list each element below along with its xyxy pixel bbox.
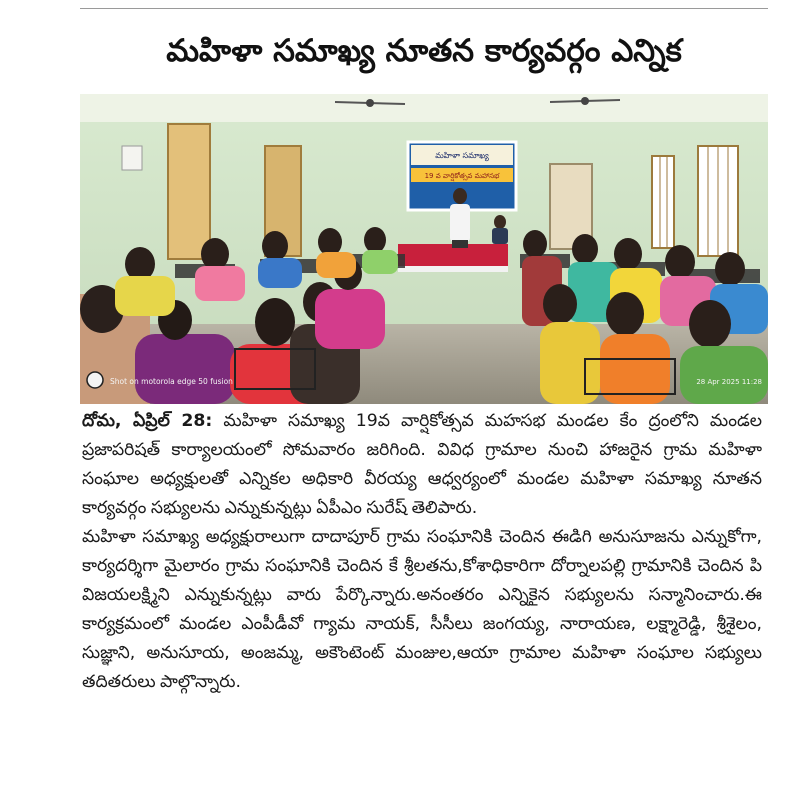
- article-paragraph-1: [82, 407, 762, 523]
- photo-timestamp: 28 Apr 2025 11:28: [696, 378, 762, 386]
- camera-watermark: Shot on motorola edge 50 fusion: [110, 377, 233, 386]
- paragraph-1-text: మహిళా సమాఖ్య 19వ వార్షికోత్సవ మహసభ మండల కేం ద్రంలోని మండల ప్రజాపరిషత్ కార్యాలయంలో సోమవారం జరిగింది. వివిధ గ్రామాల నుంచి హాజరైన గ్రామ మహిళా సంఘాల అధ్యక్షులతో ఎన్నికల అధికారి వీరయ్య ఆధ్వర్యంలో మండల మహిళా సమాఖ్య నూతన కార్యవర్గం సభ్యులను ఎన్నుకున్నట్లు ఏపీఎం సురేష్ తెలిపారు.: [82, 411, 762, 518]
- headline: మహిళా సమాఖ్య నూతన కార్యవర్గం ఎన్నిక: [166, 33, 682, 69]
- article-body: [82, 407, 762, 697]
- article-paragraph-2: మహిళా సమాఖ్య అధ్యక్షురాలుగా దాదాపూర్ గ్రామ సంఘానికి చెందిన ఈడిగి అనుసూజను ఎన్నుకోగా, కార్యదర్శిగా మైలారం గ్రామ సంఘానికి చెందిన కే శ్రీలతను,కోశాధికారిగా దోర్నాలపల్లి గ్రామానికి చెందిన పి విజయలక్ష్మిని ఎన్నుకున్నట్లు వారు పేర్కొన్నారు.అనంతరం ఎన్నికైన సభ్యులను సన్మానించారు.ఈ కార్యక్రమంలో మండల ఎంపీడీవో గ్యామ నాయక్, సీసీలు జంగయ్య, నారాయణ, లక్ష్మారెడ్డి, శ్రీశైలం, సుజ్ఞాని, అనుసూయ, అంజమ్మ, అకౌంటెంట్ మంజుల,ఆయా గ్రామాల మహిళా సంఘాల సభ్యులు తదితరులు పాల్గొన్నారు.: [82, 527, 762, 692]
- banner-subtext: 19 వ వార్షికోత్సవ మహాసభ: [424, 172, 500, 180]
- banner-text: మహిళా సమాఖ్య: [435, 151, 489, 160]
- news-photo: [80, 94, 768, 404]
- dateline: దోమ, ఏప్రిల్ 28:: [82, 411, 213, 431]
- top-rule: [80, 8, 768, 9]
